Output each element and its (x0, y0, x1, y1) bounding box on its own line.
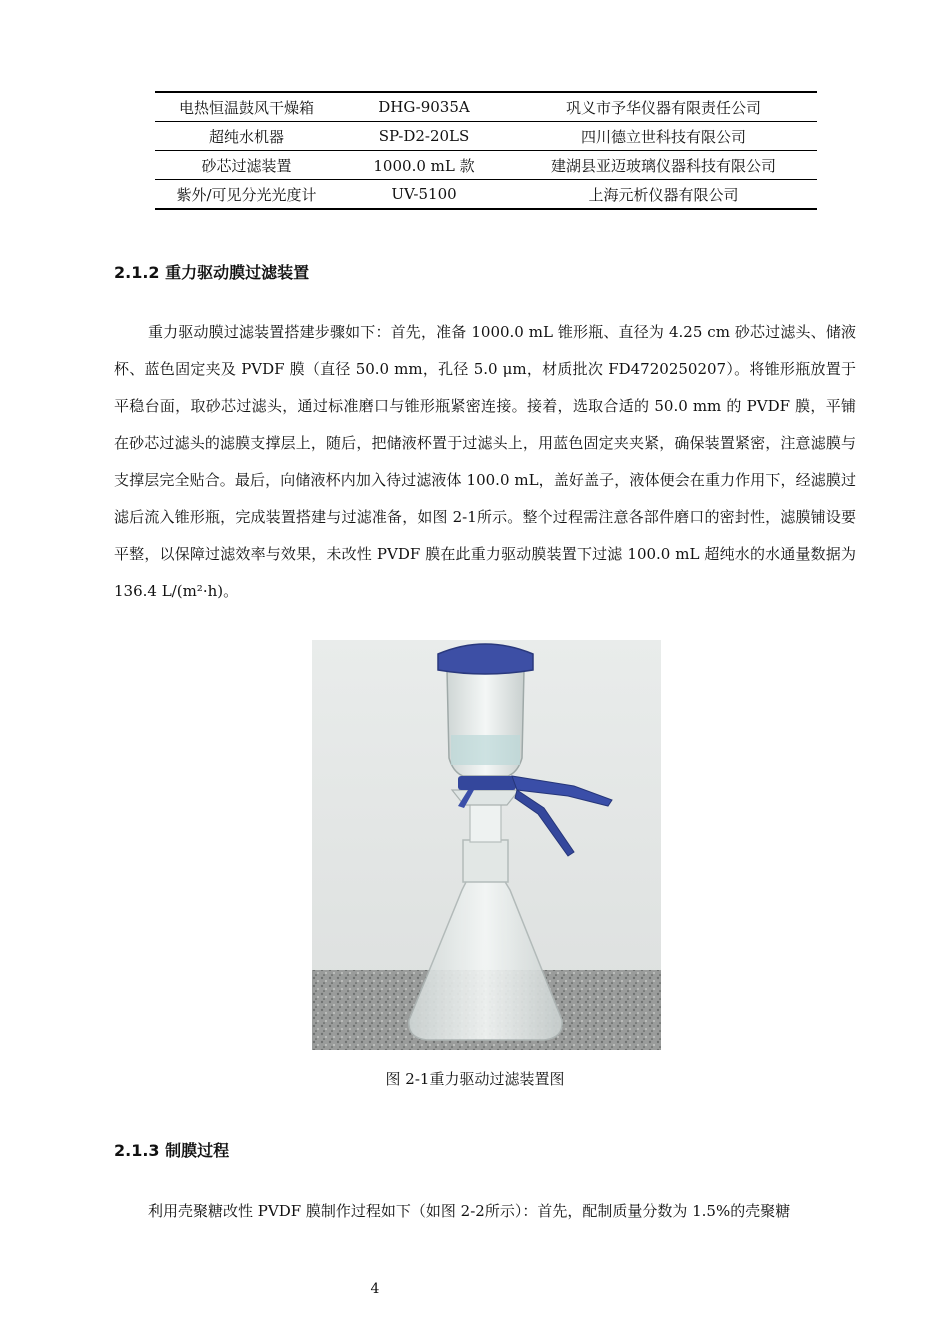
equipment-name-cell: 砂芯过滤装置 (155, 151, 338, 180)
equipment-model-cell: 1000.0 mL 款 (338, 151, 510, 180)
page-number: 4 (370, 1281, 380, 1297)
equipment-maker-cell: 四川德立世科技有限公司 (510, 122, 817, 151)
table-row (155, 92, 817, 122)
section-heading-2-1-3: 2.1.3 制膜过程 (114, 1141, 230, 1160)
section-heading-2-1-2: 2.1.2 重力驱动膜过滤装置 (114, 263, 310, 282)
section-2-1-2-paragraph: 重力驱动膜过滤装置搭建步骤如下：首先，准备 1000.0 mL 锥形瓶、直径为 4.25 cm 砂芯过滤头、储液杯、蓝色固定夹及 PVDF 膜（直径 50.0 mm，孔径 5.0 μm，材质批次 FD4720250207）。将锥形瓶放置于平稳台面，取砂芯过滤头，通过标准磨口与锥形瓶紧密连接。接着，选取合适的 50.0 mm 的 PVDF 膜，平铺在砂芯过滤头的滤膜支撑层上，随后，把储液杯置于过滤头上，用蓝色固定夹夹紧，确保装置紧密，注意滤膜与支撑层完全贴合。最后，向储液杯内加入待过滤液体 100.0 mL，盖好盖子，液体便会在重力作用下，经滤膜过滤后流入锥形瓶，完成装置搭建与过滤准备，如图 2-1所示。整个过程需注意各部件磨口的密封性，滤膜铺设要平整，以保障过滤效率与效果，未改性 PVDF 膜在此重力驱动膜装置下过滤 100.0 mL 超纯水的水通量数据为 136.4 L/(m²·h)。 (114, 323, 856, 600)
equipment-model-cell: UV-5100 (338, 180, 510, 210)
section-2-1-3-paragraph: 利用壳聚糖改性 PVDF 膜制作过程如下（如图 2-2所示）：首先，配制质量分数为 1.5%的壳聚糖 (148, 1202, 791, 1220)
table-row (155, 151, 817, 180)
equipment-model-cell: SP-D2-20LS (338, 122, 510, 151)
figure-caption: 图 2-1重力驱动过滤装置图 (385, 1070, 565, 1088)
equipment-model-cell: DHG-9035A (338, 92, 510, 122)
filtration-apparatus-photo (312, 640, 661, 1050)
table-row (155, 180, 817, 210)
equipment-name-cell: 紫外/可见分光光度计 (155, 180, 338, 210)
equipment-table (155, 91, 817, 210)
equipment-maker-cell: 巩义市予华仪器有限责任公司 (510, 92, 817, 122)
equipment-maker-cell: 建湖县亚迈玻璃仪器科技有限公司 (510, 151, 817, 180)
equipment-name-cell: 超纯水机器 (155, 122, 338, 151)
equipment-maker-cell: 上海元析仪器有限公司 (510, 180, 817, 210)
table-row (155, 122, 817, 151)
equipment-name-cell: 电热恒温鼓风干燥箱 (155, 92, 338, 122)
